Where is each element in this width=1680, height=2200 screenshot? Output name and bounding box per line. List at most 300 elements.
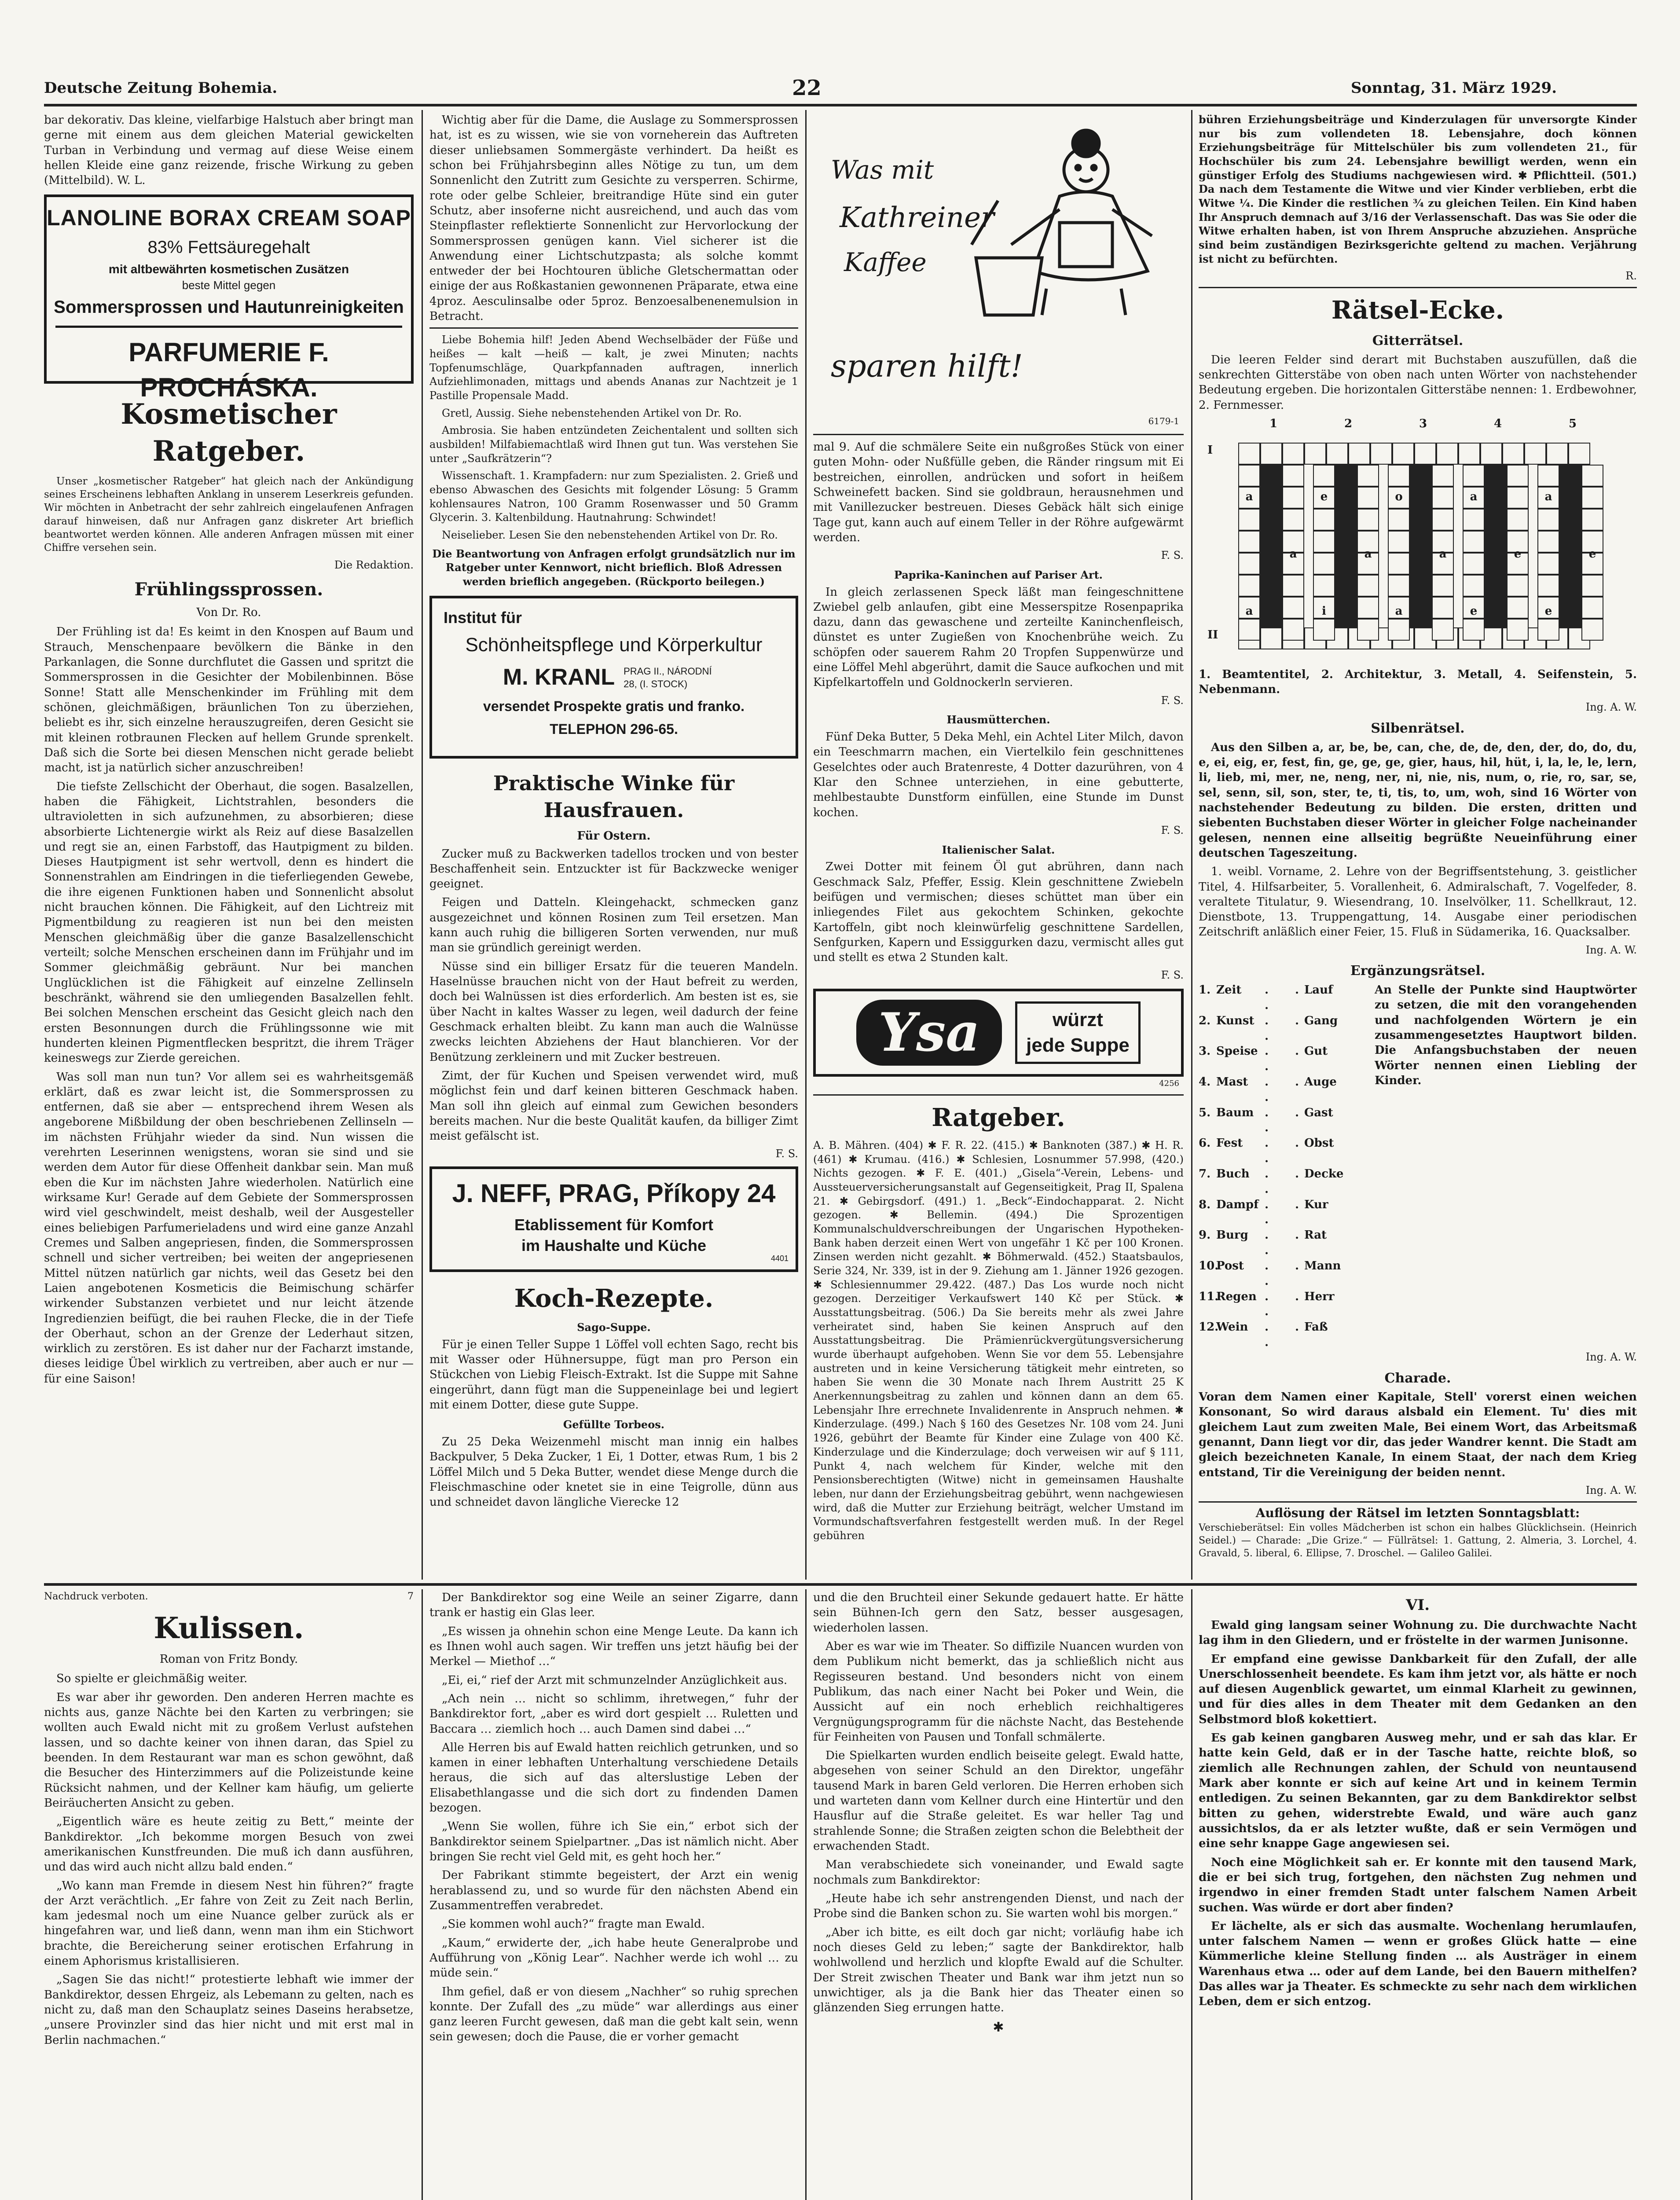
grid-cell	[1238, 509, 1260, 531]
fruehling-byline: Von Dr. Ro.	[196, 606, 261, 620]
fruehling-paragraph: Der Frühling ist da! Es keimt in den Knospen auf Baum und Strauch, Menschenpaare bevölkern die Bänke in den Parkanlagen, die Sonne durchflutet die Gassen und spritzt die Sommersprossen in die Gesichter der Mobilenbinnen. Böse Sonne! Statt alle Menschenkinder im Frühling mit dem schönen, gleichmäßigen, bräunlichen Ton zu überziehen, beliebt es ihr, sich einzelne herauszugreifen, deren Gesicht sie mit kleinen rotbraunen Flecken auf hellem Grunde sprenkelt. Daß sich die Sorte bei diesen Menschen nicht gerade beliebt macht, ist ja natürlich sicher anzuschreiben!	[44, 625, 414, 775]
erg-word: Mast	[1216, 1075, 1248, 1089]
koch-paragraph: Fünf Deka Butter, 5 Deka Mehl, ein Achtel Liter Milch, davon ein Teeschmarrn machen, ein Viertelkilo fein geschnittenes Geselchtes oder auch Bratenreste, 4 Dotter dazurühren, von 4 Klar den Schnee unterziehen, in eine gebutterte, mehlbestaubte Dunstform einfüllen, eine Stunde im Dunst kochen.	[813, 730, 1184, 819]
ratgeber-answers: A. B. Mähren. (404) ✱ F. R. 22. (415.) ✱ Banknoten (387.) ✱ H. R. (461) ✱ Krumau. (416.) ✱ Schlesien, Losnummer 57.998, (420.) Nichts gezogen. ✱ F. E. (401.) „Gisela“-Verein, Lebens- und Aussteuerversicherungsanstalt auf Gegenseitigkeit, Prag II, Spalena 21. ✱ Gebirgsdorf. (491.) 1. „Beck“-Eindochapparat. 2. Nicht gezogen. ✱ Bellemin. (494.) Die Sprozentigen Kommunalschuldverschreibungen der Ungarischen Hypotheken-Bank haben derzeit einen Wert von ungefähr 1 Kč per 100 Kronen. Zinsen werden nicht gezahlt. ✱ Böhmerwald. (452.) Staatsbaulos, Serie 324, Nr. 339, ist in der 9. Ziehung am 1. Jänner 1926 gezogen. ✱ Schlesiennummer 29.422. (487.) Das Los wurde noch nicht gezogen. Derzeitiger Verkaufswert 140 Kč per Stück. ✱ Ausstattungsbeitrag. (506.) Da Sie bereits mehr als zwei Jahre verheiratet sind, haben Sie keinen Anspruch auf den Ausstattungsbeitrag. Die Prämienrückvergütungsversicherung wurde überhaupt aufgehoben. Wenn Sie vor dem 55. Lebensjahre austreten und in keine Versicherung tätigkeit mehr eintreten, so haben Sie wenn die 30 Monate nach Ihrem Austritt 25 K Anerkennungsbeitrag zu zahlen und können dann an dem 65. Lebensjahr Ihre errechnete Invalidenrente in Anspruch nehmen. ✱ Kinderzulage. (499.) Nach § 160 des Gesetzes Nr. 108 vom 24. Juni 1926, gebührt der Beamte für Kinder eine Zulage von 400 Kč. Kinderzulage und die Kinderzulage; doch verweisen wir auf § 111, Punkt 4, nach welchem für Kinder, welche mit den Pensionsberechtigten (Witwe) nicht in gemeinsamen Haushalte leben, nur dann der Erziehungsbeitrag gebührt, wenn nachgewiesen wird, daß die Mutter zur Erziehung beiträgt, welcher Umstand im Vormundschaftsverfahren festgestellt werden muß. In der Regel gebühren	[813, 1139, 1184, 1542]
erg-word: Regen	[1216, 1290, 1257, 1303]
grid-cell	[1507, 619, 1529, 641]
erg-dots: . . .	[1265, 1259, 1304, 1288]
erg-word: Buch	[1216, 1167, 1250, 1181]
silben-title: Silbenrätsel.	[1371, 721, 1465, 737]
column-rule	[805, 110, 807, 1580]
serial-paragraph: „Kaum,“ erwiderte der, „ich habe heute Generalprobe und Aufführung von „König Lear“. Nachher werde ich wohl … zu müde sein.“	[429, 1936, 798, 1980]
grid-letter: i	[1322, 604, 1326, 618]
grid-cell	[1326, 443, 1348, 465]
grid-cell	[1313, 509, 1335, 531]
erg-word: Burg	[1216, 1228, 1248, 1242]
grid-cell	[1537, 553, 1559, 575]
gitter-intro: Die leeren Felder sind derart mit Buchstaben auszufüllen, daß die senkrechten Gitterstäbe von oben nach unten Wörter von nachstehender Bedeutung ergeben. Die horizontalen Gitterstäbe nennen: 1. Erdbewohner, 2. Fernmesser.	[1199, 353, 1637, 412]
erg-dots: . . .	[1265, 1198, 1304, 1227]
ad-lanoline-fat: 83% Fettsäuregehalt	[147, 237, 310, 257]
masthead-date: Sonntag, 31. März 1929.	[1351, 79, 1557, 97]
grid-bar	[1485, 465, 1507, 627]
column-rule	[805, 1589, 807, 2200]
kosmetik-title: Kosmetischer Ratgeber.	[121, 397, 337, 468]
grid-cell	[1507, 465, 1529, 487]
serial-column-1	[44, 1590, 414, 2200]
page-number: 22	[792, 76, 822, 100]
grid-cell	[1313, 553, 1335, 575]
grid-cell	[1463, 509, 1485, 531]
erg-number: 12.	[1199, 1320, 1219, 1334]
kosmetik-signature: Die Redaktion.	[334, 558, 414, 571]
grid-column-number: 2	[1344, 417, 1353, 430]
serial-paragraph: „Wenn Sie wollen, führe ich Sie ein,“ erbot sich der Bankdirektor seinem Spielpartner. „Das ist nämlich nicht. Aber bringen Sie recht viel Geld mit, es geht hoch her.“	[429, 1820, 798, 1863]
winke-signature: F. S.	[775, 1148, 798, 1160]
masthead-rule	[44, 104, 1637, 106]
winke-paragraph: Zucker muß zu Backwerken tadellos trocken und von bester Beschaffenheit sein. Entzuckter ist für Backzwecke weniger geeignet.	[429, 847, 798, 891]
grid-bar	[1335, 465, 1357, 627]
grid-cell	[1432, 509, 1454, 531]
koch-subtitle: Gefüllte Torbeos.	[563, 1418, 665, 1431]
grid-cell	[1370, 443, 1392, 465]
ergaenzung-row	[1199, 1105, 1361, 1136]
grid-cell	[1507, 597, 1529, 619]
kosmetik-continued: Wichtig aber für die Dame, die Auslage zu Sommersprossen hat, ist es zu wissen, wie sie von vorneherein das Auftreten dieser unliebsamen Sommergäste verhindert. Da heißt es schon bei Frühjahrsbeginn alles Nötige zu tun, um dem Sonnenlicht den Zutritt zum Gesichte zu versperren. Schirme, rote oder gelbe Schleier, breitrandige Hüte sind ein guter Schutz, aber insoferne nicht ausreichend, und auch das vom Steinpflaster reflektierte Sonnenlicht zur Hervorlockung der Sommersprossen genügen kann. Viel sicherer ist die Anwendung einer Lichtschutzpasta; als solche kommt entweder der bei Hochtouren übliche Gletschermattan oder einige der aus Roßkastanien gewonnenen Präparate, etwa eine 4proz. Aesculinsalbe oder 5proz. Benzoesalbenenemulsion in Betracht.	[429, 114, 798, 323]
fashion-text-end: bar dekorativ. Das kleine, vielfarbige Halstuch aber bringt man gerne mit einem aus dem gleichen Material gewickelten Turban in Verbindung und vermag auf diese Weise einem hellen Kleide eine ganz reizende, frische Wirkung zu geben (Mittelbild). W. L.	[44, 114, 414, 187]
serial-column-2	[429, 1590, 798, 2200]
grid-cell	[1313, 465, 1335, 487]
erg-word: Post	[1216, 1259, 1244, 1272]
winke-title: Praktische Winke für Hausfrauen.	[493, 771, 735, 822]
ergaenzung-row	[1199, 1166, 1361, 1197]
grid-cell	[1304, 443, 1326, 465]
ad-kranl-institute	[429, 596, 798, 759]
grid-cell	[1436, 443, 1458, 465]
column-3	[813, 113, 1184, 1578]
cartoon-code: 6179-1	[1148, 415, 1179, 426]
cartoon-script: Kathreiner	[840, 202, 994, 234]
winke-paragraph: Feigen und Datteln. Kleingehackt, schmecken ganz ausgezeichnet und können Rosinen zum Teil ersetzen. Man kann auch ruhig die billigeren Sorten verwenden, nur muß man sie gründlich gereinigt werden.	[429, 896, 798, 955]
erg-ending: Decke	[1304, 1167, 1344, 1181]
grid-cell	[1502, 443, 1524, 465]
grid-cell	[1432, 465, 1454, 487]
grid-cell	[1463, 531, 1485, 553]
ad-kranl-prospekte: versendet Prospekte gratis und franko.	[483, 698, 745, 715]
grid-letter: a	[1544, 490, 1552, 503]
grid-cell	[1537, 575, 1559, 597]
ergaenzung-row	[1199, 983, 1361, 1013]
grid-cell	[1238, 443, 1260, 465]
erg-ending: Obst	[1304, 1137, 1334, 1150]
grid-cell	[1463, 619, 1485, 641]
grid-cell	[1388, 531, 1410, 553]
serial-paragraph: Alle Herren bis auf Ewald hatten reichlich getrunken, und so kamen in einer lebhaften Unterhaltung verschiedene Details heraus, die sich auf das alterslustige Leben der Elisabethlangasse und die sich dort zu findenden Damen bezogen.	[429, 1741, 798, 1815]
serial-title: Kulissen.	[154, 1611, 304, 1646]
grid-cell	[1238, 619, 1260, 641]
ad-ysa-brand: Ysa	[856, 1000, 1002, 1066]
grid-letter: e	[1514, 547, 1522, 561]
koch-subtitle: Hausmütterchen.	[946, 713, 1050, 726]
answer-entry: Ambrosia. Sie haben entzündeten Zeichentalent und sollten sich ausbilden! Milfabiemachtlaß wird Ihnen gut tun. Was verstehen Sie unter „Saufkrätzerin“?	[429, 424, 798, 465]
erg-dots: . . .	[1265, 1106, 1304, 1135]
cartoon-script: Was mit	[831, 155, 934, 185]
ergaenzung-row	[1199, 1320, 1361, 1350]
grid-letter: a	[1245, 604, 1253, 618]
serial-paragraph: Ewald ging langsam seiner Wohnung zu. Die durchwachte Nacht lag ihm in den Gliedern, und er fröstelte in der warmen Junisonne.	[1199, 1618, 1637, 1647]
erg-number: 11.	[1199, 1290, 1219, 1303]
reprint-notice: Nachdruck verboten.	[44, 1591, 148, 1602]
grid-cell	[1357, 619, 1379, 641]
koch-title: Koch-Rezepte.	[514, 1284, 714, 1313]
grid-cell	[1463, 553, 1485, 575]
grid-letter: a	[1364, 547, 1372, 561]
grid-letter: a	[1289, 547, 1297, 561]
erg-dots: . . .	[1265, 983, 1304, 1012]
grid-bar	[1260, 465, 1282, 627]
masthead-paper: Deutsche Zeitung Bohemia.	[44, 79, 278, 97]
koch-paragraph: Für je einen Teller Suppe 1 Löffel voll echten Sago, recht bis mit Wasser oder Hühnersuppe, fügt man pro Person ein Stückchen von Liebig Fleisch-Extrakt. Ist die Suppe mit Sahne eingerührt, dann fügt man die Suppeneinlage bei und legiert mit einem Dotter, diese gute Suppe.	[429, 1338, 798, 1412]
erg-dots: . . .	[1265, 1075, 1304, 1104]
grid-cell	[1432, 597, 1454, 619]
gitter-solution: 1. Beamtentitel, 2. Architektur, 3. Metall, 4. Seifenstein, 5. Nebenmann.	[1199, 667, 1637, 697]
grid-cell	[1432, 619, 1454, 641]
serial-paragraph: „Eigentlich wäre es heute zeitig zu Bett,“ meinte der Bankdirektor. „Ich bekomme morgen Besuch von zwei amerikanischen Kunstfreunden. Die muß ich dann ausführen, und das wird auch nicht allzu bald enden.“	[44, 1815, 414, 1874]
grid-cell	[1388, 575, 1410, 597]
answer-entry: Gretl, Aussig. Siehe nebenstehenden Artikel von Dr. Ro.	[442, 407, 742, 419]
charade-title: Charade.	[1384, 1370, 1451, 1386]
ad-ysa	[813, 989, 1184, 1077]
serial-paragraph: Es war aber ihr geworden. Den anderen Herren machte es nichts aus, ganze Nächte bei den Karten zu verbringen; sie wollten auch Ewald nicht mit zu großem Verlust aufstehen lassen, und so dachte keiner von ihnen daran, das Spiel zu beenden. In dem Restaurant war man es schon gewöhnt, daß die Besucher des Hinterzimmers auf die Polizeistunde keine Rücksicht nahmen, und der Kellner kam häufig, um gelierte Beiräucherten Ansicht zu geben.	[44, 1690, 414, 1810]
serial-column-4	[1199, 1590, 1637, 2200]
erg-word: Dampf	[1216, 1198, 1259, 1211]
aufloesung-text: Verschieberätsel: Ein volles Mädcherben ist schon ein halbes Glücklichsein. (Heinrich Seidel.) — Charade: „Die Grize.“ — Füllrätsel: 1. Gattung, 2. Almeria, 3. Lorchel, 4. Gravald, 5. liberal, 6. Ellipse, 7. Droschel. — Galileo Galilei.	[1199, 1522, 1637, 1559]
column-rule	[1191, 110, 1192, 1580]
ad-neff	[429, 1166, 798, 1272]
column-2	[429, 113, 798, 1578]
koch-signature: F. S.	[1161, 549, 1184, 562]
koch-paragraph: In gleich zerlassenen Speck läßt man feingeschnittene Zwiebel gelb anlaufen, gibt eine Messerspitze Rosenpaprika dazu, dann das gewaschene und zerteilte Kaninchenfleisch, dünstet es unter Zugießen von Knochenbrühe weich. Zu schöpfen oder sauerem Rahm 20 Tropfen Suppenwürze und eine Löffel Mehl abgerührt, damit die Sauce aufkochen und mit Kipfelkartoffeln und Goldnockerln servieren.	[813, 585, 1184, 689]
ornament-divider: ✱	[993, 2020, 1004, 2035]
serial-paragraph: Die Spielkarten wurden endlich beiseite gelegt. Ewald hatte, abgesehen von seiner Schuld an den Direktor, ungefähr tausend Mark in baren Geld verloren. Die Herren erhoben sich und warteten dann vom Kellner durch eine Hintertür und den Hausflur auf die Straße geleitet. Es war heller Tag und strahlende Sonne; die Straßen zeigten schon die Belebtheit der erwachenden Stadt.	[813, 1749, 1184, 1853]
grid-cell	[1537, 465, 1559, 487]
erg-word: Baum	[1216, 1106, 1254, 1119]
grid-cell	[1432, 487, 1454, 509]
koch-subtitle: Sago-Suppe.	[577, 1321, 651, 1334]
erg-word: Zeit	[1216, 983, 1242, 997]
erg-word: Speise	[1216, 1045, 1258, 1058]
koch-continued: mal 9. Auf die schmälere Seite ein nußgroßes Stück von einer guten Mohn- oder Nußfülle geben, die Ränder ringsum mit Ei bestreichen, einrollen, andrücken und sofort in heißem Schweinefett backen. Sind sie goldbraun, herausnehmen und mit Vanillezucker bestreuen. Dieses Gebäck hält sich einige Tage gut, kann auch auf einem Teller in der Röhre aufgewärmt werden.	[813, 440, 1184, 544]
ad-neff-line2: Etablissement für Komfort	[514, 1215, 714, 1234]
serial-paragraph: Er lächelte, als er sich das ausmalte. Wochenlang herumlaufen, unter falschem Namen — wenn er großes Glück hatte — eine Kümmerliche kleine Stellung finden … als Austräger in einem Warenhaus etwa … oder auf dem Lande, bei den Bauern mithelfen? Das alles war ja Theater. Es schmeckte zu sehr nach dem wirklichen Leben, dem er sich entzog.	[1199, 1919, 1637, 2009]
serial-paragraph: Ihm gefiel, daß er von diesem „Nachher“ so ruhig sprechen konnte. Der Zufall des „zu müde“ war allerdings aus einer ganz leeren Furcht gewesen, daß man die gebt kalt sein, wenn sein gewesen; doch die Pause, die er vorher gemacht	[429, 1985, 798, 2044]
serial-paragraph: „Sie kommen wohl auch?“ fragte man Ewald.	[442, 1918, 705, 1931]
serial-paragraph: „Wo kann man Fremde in diesem Nest hin führen?“ fragte der Arzt verächtlich. „Er fahre von Zeit zu Zeit nach Berlin, kam jedesmal noch um eine Nuance gelber zurück als er hingefahren war, und ließ dann, wenn man ihm ein Stichwort brachte, die Bereicherung seiner erotischen Erfahrung in einem Aphorismus kristallisieren.	[44, 1879, 414, 1968]
grid-cell	[1537, 619, 1559, 641]
grid-cell	[1260, 627, 1282, 649]
column-4	[1199, 113, 1637, 1578]
ad-kranl-name: M. KRANL	[503, 664, 615, 690]
grid-cell	[1507, 575, 1529, 597]
grid-cell	[1388, 509, 1410, 531]
serial-number: 7	[407, 1591, 414, 1602]
section-rule	[44, 1583, 1637, 1586]
grid-cell	[1581, 465, 1603, 487]
ergaenzung-row	[1199, 1013, 1361, 1044]
koch-paragraph: Zwei Dotter mit feinem Öl gut abrühren, dann nach Geschmack Salz, Pfeffer, Essig. Klein geschnittene Zwiebeln beifügen und vermischen; dieses schüttet man über ein inliegendes Filet aus gekochtem Schinken, gekochte Kartoffeln, gibt noch kleinwürfelig geschnittene Sardellen, Senfgurken, Kapern und Essiggurken dazu, vermischt alles gut und stellt es etwa 2 Stunden kalt.	[813, 860, 1184, 964]
erg-number: 9.	[1199, 1228, 1211, 1242]
winke-subtitle: Für Ostern.	[577, 829, 651, 843]
ad-kranl-phone: TELEPHON 296-65.	[550, 721, 678, 737]
grid-column-number: 4	[1493, 417, 1502, 430]
erg-ending: Herr	[1304, 1290, 1335, 1303]
grid-cell	[1458, 443, 1480, 465]
ergaenzung-title: Ergänzungsrätsel.	[1350, 963, 1486, 979]
grid-letter: a	[1245, 490, 1253, 503]
erg-ending: Gast	[1304, 1106, 1333, 1119]
grid-cell	[1463, 575, 1485, 597]
ergaenzung-row	[1199, 1197, 1361, 1228]
grid-cell	[1313, 531, 1335, 553]
ad-kranl-line2: Schönheitspflege und Körperkultur	[465, 634, 763, 656]
serial-paragraph: „Ach nein … nicht so schlimm, ihretwegen,“ fuhr der Bankdirektor fort, „aber es wird dort gespielt … Ruletten und Baccara … ziemlich hoch … auch Damen sind dabei …“	[429, 1692, 798, 1736]
erg-dots: . . .	[1265, 1290, 1304, 1319]
ergaenzung-row	[1199, 1074, 1361, 1105]
serial-paragraph: „Heute habe ich sehr anstrengenden Dienst, und nach der Probe sind die Banken schon zu. Sie warten wohl bis morgen.“	[813, 1892, 1184, 1921]
grid-row-label: II	[1207, 628, 1218, 642]
ergaenzung-row	[1199, 1289, 1361, 1320]
erg-number: 4.	[1199, 1075, 1211, 1089]
grid-cell	[1357, 465, 1379, 487]
aufloesung-title: Auflösung der Rätsel im letzten Sonntagsblatt:	[1255, 1505, 1580, 1520]
grid-cell	[1238, 575, 1260, 597]
erg-number: 1.	[1199, 983, 1211, 997]
kosmetik-intro: Unser „kosmetischer Ratgeber“ hat gleich nach der Ankündigung seines Erscheinens lebhaften Anklang in unserem Leserkreis gefunden. Wir möchten in Anbetracht der sehr zahlreich eingelaufenen Anfragen darauf hinweisen, daß nur Anfragen ganz diskreter Art brieflich beantwortet werden können. Alle anderen Anfragen müssen mit einer Chiffre versehen sein.	[44, 475, 414, 554]
ad-lanoline-shop: PARFUMERIE F. PROCHÁSKA.	[128, 337, 329, 402]
serial-paragraph: Er empfand eine gewisse Dankbarkeit für den Zufall, der alle Unerschlossenheit beendete. Es kam ihm jetzt vor, als hätte er noch auf diesen Augenblick gewartet, um einmal Klarheit zu gewinnen, und für dies alles in dem Theater mit dem Gedanken an den Selbstmord bloß kokettiert.	[1199, 1652, 1637, 1726]
fruehling-paragraph: Was soll man nun tun? Vor allem sei es wahrheitsgemäß erklärt, daß es zwar leicht ist, die Sommersprossen zu entfernen, daß sie aber — entsprechend ihrem Wesen als angeborene Mißbildung der oben beschriebenen Zellinseln — im nächsten Frühjahr wieder da sind. Nun wissen die verehrten Leserinnen wenigstens, woran sie sind und sie werden dem Autor für diese Offenheit dankbar sein. Man muß eben die Kur im nächsten Jahre wiederholen. Natürlich eine wirksame Kur! Gerade auf dem Gebiete der Sommersprossen wird viel geschwindelt, meist deshalb, weil der Ausgesteller eines beliebigen Parfumerieladens und wird eine ganze Anzahl Cremes und Salben angepriesen, finden, die Sommersprossen schnell und sicher vertreiben; bei weiten der angepriesenen Mittel nützen natürlich gar nichts, weil das Gesetz bei den Laien angebotenen Kosmeticis die Beimischung schärfer wirkender Substanzen verbietet und nur leicht ätzende Ingredienzien beifügt, die bei rauhen Flecke, die in der Tiefe der Oberhaut, schon an der Grenze der Lederhaut sitzen, wirklich zu zerstören. Es ist daher nur der Facharzt imstande, dieses leidige Übel wirklich zu vertreiben, aber auch er nur — für eine Saison!	[44, 1070, 414, 1386]
gitter-title: Gitterrätsel.	[1372, 333, 1464, 348]
erg-ending: Lauf	[1304, 983, 1333, 997]
erg-word: Wein	[1216, 1320, 1248, 1334]
erg-number: 10.	[1199, 1259, 1219, 1272]
grid-cell	[1282, 465, 1304, 487]
grid-cell	[1432, 575, 1454, 597]
ad-ysa-slogan: jede Suppe	[1026, 1034, 1130, 1056]
koch-signature: F. S.	[1161, 969, 1184, 982]
serial-paragraph: „Es wissen ja ohnehin schon eine Menge Leute. Da kann ich es Ihnen wohl auch sagen. Wir treffen uns jetzt häufig bei der Merkel — Miethof …“	[429, 1624, 798, 1668]
ratgeber-title: Ratgeber.	[932, 1103, 1065, 1133]
ad-ysa-code: 4256	[1159, 1079, 1179, 1089]
grid-letter: e	[1544, 604, 1552, 618]
grid-cell	[1313, 619, 1335, 641]
answer-entry: Neiselieber. Lesen Sie den nebenstehenden Artikel von Dr. Ro.	[442, 529, 778, 542]
grid-row-label: I	[1207, 443, 1213, 457]
serial-paragraph: Aber es war wie im Theater. So diffizile Nuancen wurden von dem Publikum nicht bemerkt, das ja schließlich nicht aus Regisseuren bestand. Und besonders nicht von einem Publikum, das nach einer Nacht bei Poker und Wein, die Aussicht auf ein noch erheblich reichhaltigeres Vergnügungsprogramm für die nächste Nacht, das Bestehende für Feinheiten von Pausen und Tonfall schmälerte.	[813, 1639, 1184, 1744]
erg-dots: . . .	[1265, 1137, 1304, 1166]
ad-lanoline-claim: Sommersprossen und Hautunreinigkeiten	[54, 297, 404, 317]
erg-dots: . . .	[1265, 1167, 1304, 1196]
answer-entry: Liebe Bohemia hilf! Jeden Abend Wechselbäder der Füße und heißes — kalt —heiß — kalt, je zwei Minuten; nachts Topfenumschläge, Quarkpfannaden auftragen, innerlich Aufziehlimonaden, mittags und abends Ananas zur Nachtzeit je 1 Pastille Propensale Madd.	[429, 334, 798, 402]
erg-number: 3.	[1199, 1045, 1211, 1058]
silben-list: 1. weibl. Vorname, 2. Lehre von der Begriffsentstehung, 3. geistlicher Titel, 4. Hilfsarbeiter, 5. Vorallenheit, 6. Admiralschaft, 7. Vogelfeder, 8. veraltete Titulatur, 9. Wiesendrang, 10. Inselvölker, 11. Schellkraut, 12. Dienstbote, 13. Truppengattung, 14. Ausgabe einer periodischen Zeitschrift anläßlich einer Feier, 15. Fluß in Südamerika, 16. Quacksalber.	[1199, 865, 1637, 939]
grid-cell	[1357, 597, 1379, 619]
column-rule	[422, 110, 423, 1580]
ad-ysa-slogan: würzt	[1053, 1009, 1103, 1031]
grid-letter: a	[1470, 490, 1478, 503]
charade-text: Voran dem Namen einer Kapitale, Stell' vorerst einen weichen Konsonant, So wird daraus alsbald ein Element. Tu' dies mit gleichem Laut zum zweiten Male, Bei einem Wort, das Arbeitsmaß genannt, Dann liegt vor dir, das jeder Wandrer kennt. Die Stadt am gleich bezeichneten Kanale, In einem Staat, der nach dem Krieg entstand, Tir die Vereinigung der beiden nennt.	[1199, 1390, 1637, 1479]
grid-cell	[1357, 575, 1379, 597]
koch-signature: F. S.	[1161, 694, 1184, 707]
ad-lanoline-sub: mit altbewährten kosmetischen Zusätzen	[108, 262, 349, 276]
ergaenzung-row	[1199, 1136, 1361, 1166]
serial-paragraph: Der Fabrikant stimmte begeistert, der Arzt ein wenig herablassend zu, und so wurde für den nächsten Abend ein Zusammentreffen verabredet.	[429, 1869, 798, 1912]
grid-cell	[1282, 575, 1304, 597]
serial-paragraph: Noch eine Möglichkeit sah er. Er konnte mit den tausend Mark, die er bei sich trug, fortgehen, den nächsten Zug nehmen und irgendwo in einer fremden Stadt unter falschem Namen Arbeit suchen. Was würde er dort aber finden?	[1199, 1855, 1637, 1914]
grid-cell	[1313, 575, 1335, 597]
erg-number: 6.	[1199, 1137, 1211, 1150]
column-rule	[1191, 1589, 1192, 2200]
erg-word: Kunst	[1216, 1014, 1254, 1027]
ad-lanoline-soap	[44, 194, 414, 402]
serial-paragraph: Der Bankdirektor sog eine Weile an seiner Zigarre, dann trank er hastig ein Glas leer.	[429, 1591, 798, 1620]
erg-number: 2.	[1199, 1014, 1211, 1027]
ergaenzung-signature: Ing. A. W.	[1585, 1350, 1637, 1363]
grid-cell	[1568, 443, 1590, 465]
grid-cell	[1388, 553, 1410, 575]
grid-cell	[1581, 509, 1603, 531]
grid-cell	[1463, 465, 1485, 487]
grid-cell	[1581, 619, 1603, 641]
erg-number: 5.	[1199, 1106, 1211, 1119]
grid-cell	[1414, 443, 1436, 465]
serial-paragraph: So spielte er gleichmäßig weiter.	[56, 1672, 248, 1686]
grid-bar	[1559, 465, 1581, 627]
grid-cell	[1348, 443, 1370, 465]
serial-paragraph: Man verabschiedete sich voneinander, und Ewald sagte nochmals zum Bankdirektor:	[813, 1858, 1184, 1887]
grid-cell	[1507, 509, 1529, 531]
grid-cell	[1392, 443, 1414, 465]
erg-dots: . . .	[1265, 1045, 1304, 1074]
grid-letter: e	[1320, 490, 1328, 503]
fruehling-title: Frühlingssprossen.	[134, 579, 323, 600]
fruehling-paragraph: Die tiefste Zellschicht der Oberhaut, die sogen. Basalzellen, haben die Fähigkeit, Lichtstrahlen, besonders die ultravioletten in sich aufzunehmen, zu absorbieren; diese absorbierte Lichtenergie wirkt als Reiz auf diese Basalzellen und regt sie an, einen Farbstoff, das Hautpigment zu bilden. Dieses Hautpigment ist sehr wertvoll, denn es hindert die Sonnenstrahlen am Eindringen in die tieferliegenden Gewebe, die ihre eigenen Funktionen haben und Sonnenlicht absolut nicht brauchen können. Die Fähigkeit, auf den Lichtreiz mit Pigmentbildung zu reagieren ist nun bei den meisten Menschen gleichmäßig über die ganze Basalzellenschicht verteilt; solche Menschen erscheinen dann im Frühjahr und im Sommer gleichmäßig gebräunt. Nur bei manchen Unglücklichen ist die Fähigkeit auf einzelne Zellinseln beschränkt, während sie den umliegenden Basalzellen fehlt. Bei solchen Menschen erscheint das Gesicht gleich nach den ersten Besonnungen durch die Frühlingssonne wie mit hunderten kleinen Pigmentflecken bespritzt, die ihrem Träger keineswegs zur Zierde gereichen.	[44, 780, 414, 1065]
grid-cell	[1282, 619, 1304, 641]
ad-lanoline-sub2: beste Mittel gegen	[182, 279, 276, 292]
koch-subtitle: Paprika-Kaninchen auf Pariser Art.	[894, 568, 1103, 581]
chapter-number: VI.	[1405, 1596, 1430, 1614]
notice-text: Die Beantwortung von Anfragen erfolgt grundsätzlich nur im Ratgeber unter Kennwort, nicht brieflich. Bloß Adressen werden brieflich angegeben. (Rückporto beilegen.)	[432, 547, 796, 588]
grid-column-number: 5	[1568, 417, 1577, 430]
grid-cell	[1357, 509, 1379, 531]
grid-cell	[1537, 531, 1559, 553]
erg-dots: . . .	[1265, 1320, 1304, 1349]
gitter-signature: Ing. A. W.	[1585, 701, 1637, 714]
erg-ending: Kur	[1304, 1198, 1328, 1211]
erg-ending: Gang	[1304, 1014, 1338, 1027]
grid-cell	[1388, 465, 1410, 487]
ratgeber-signature: R.	[1625, 270, 1637, 282]
cartoon-script: Kaffee	[844, 247, 927, 277]
erg-ending: Faß	[1304, 1320, 1328, 1334]
erg-word: Fest	[1216, 1137, 1243, 1150]
serial-byline: Roman von Fritz Bondy.	[159, 1653, 298, 1666]
grid-cell	[1546, 443, 1568, 465]
winke-paragraph: Zimt, der für Kuchen und Speisen verwendet wird, muß möglichst fein und darf keinen bitteren Geschmack haben. Man soll ihn gleich auf einmal zum Gewichen besonders bereits machen. Nur die beste Qualität kaufen, da billiger Zimt meist gefälscht ist.	[429, 1069, 798, 1143]
grid-cell	[1507, 487, 1529, 509]
gitter-grid	[1199, 416, 1637, 663]
serial-paragraph: Es gab keinen gangbaren Ausweg mehr, und er sah das klar. Er hatte kein Geld, daß er in der Tasche hatte, reichte bloß, so ziemlich alle Rechnungen zahlen, der Schuld von neuntausend Mark aber konnte er sich auf keine Art und in keinem Termin entledigen. Zu seinen Bekannten, gar zu dem Bankdirektor selbst bitten zu gehen, widerstrebte Ewald, und wäre auch ganz aussichtslos, da er als letzter wußte, daß er sein Vermögen und eine sehr knappe Gage angewiesen sei.	[1199, 1731, 1637, 1851]
koch-signature: F. S.	[1161, 824, 1184, 836]
grid-cell	[1282, 509, 1304, 531]
ratgeber-continued: bühren Erziehungsbeiträge und Kinderzulagen für unversorgte Kinder nur bis zum vollendeten 18. Lebensjahre, doch können Erziehungsbeiträge für Mittelschüler bis zum vollendeten 21., für Hochschüler bis zum 24. Lebensjahre bewilligt werden, wenn ein günstiger Erfolg des Studiums nachgewiesen wird. ✱ Pflichtteil. (501.) Da nach dem Testamente die Witwe und vier Kinder verblieben, erbt die Witwe ¼. Die Kinder die restlichen ¾ zu gleichen Teilen. Ein Kind haben Ihr Anspruch demnach auf 3/16 der Verlassenschaft. Das was Sie oder die Witwe erhalten haben, ist von Ihrem Anspruche abzuziehen. Ansprüche sind beim zuständigen Bezirksgerichte geltend zu machen. Verjährung ist nicht zu befürchten.	[1199, 113, 1637, 265]
grid-cell	[1581, 487, 1603, 509]
raetsel-title: Rätsel-Ecke.	[1331, 296, 1504, 325]
grid-cell	[1524, 443, 1546, 465]
ergaenzung-row	[1199, 1258, 1361, 1289]
ad-neff-title: J. NEFF, PRAG, Příkopy 24	[452, 1179, 776, 1208]
serial-paragraph: „Aber ich bitte, es eilt doch gar nicht; vorläufig habe ich noch dieses Geld zu leben;“ sagte der Bankdirektor, halb wohlwollend und herzlich und klopfte Ewald auf die Schulter. Der Streit zwischen Theater und Bank war ihm jetzt nun so unwichtiger, als ja die Bank hier das Theater einen so glänzenden Sieg errungen hatte.	[813, 1925, 1184, 2015]
grid-column-number: 3	[1419, 417, 1427, 430]
ad-lanoline-title: LANOLINE BORAX CREAM SOAP	[47, 205, 411, 230]
erg-number: 7.	[1199, 1167, 1211, 1181]
ad-neff-line3: im Haushalte und Küche	[521, 1236, 707, 1255]
grid-cell	[1388, 619, 1410, 641]
grid-cell	[1238, 553, 1260, 575]
ergaenzung-row	[1199, 1044, 1361, 1074]
grid-cell	[1282, 487, 1304, 509]
erg-ending: Mann	[1304, 1259, 1341, 1272]
grid-letter: o	[1395, 490, 1403, 503]
ergaenzung-row	[1199, 1228, 1361, 1258]
winke-paragraph: Nüsse sind ein billiger Ersatz für die teueren Mandeln. Haselnüsse brauchen nicht von der Haut befreit zu werden, doch bei Walnüssen ist dies erforderlich. Am besten ist es, sie über Nacht in kaltes Wasser zu legen, weil dadurch der feine Geschmack erhalten bleibt. Zu kann man auch die Walnüsse zwecks leichten Abziehens der Haut blanchieren. Vor der Benützung zerkleinern und mit Zucker bestreuen.	[429, 960, 798, 1064]
grid-letter: e	[1588, 547, 1596, 561]
grid-cell	[1282, 443, 1304, 465]
erg-ending: Gut	[1304, 1045, 1328, 1058]
silben-signature: Ing. A. W.	[1585, 943, 1637, 956]
grid-bar	[1410, 465, 1432, 627]
grid-cell	[1581, 575, 1603, 597]
serial-paragraph: „Sagen Sie das nicht!“ protestierte lebhaft wie immer der Bankdirektor, dessen Ehrgeiz, als Lebemann zu gelten, nach es nicht zu, daß man den Schauplatz seines Daseins herabsetze, „unsere Provinzler sind das hier nicht und mit erst mal in Berlin nachmachen.“	[44, 1973, 414, 2047]
erg-number: 8.	[1199, 1198, 1211, 1211]
grid-cell	[1260, 443, 1282, 465]
grid-cell	[1238, 465, 1260, 487]
cartoon-script: sparen hilft!	[831, 348, 1023, 384]
grid-cell	[1537, 509, 1559, 531]
ad-kranl-line1: Institut für	[444, 608, 522, 627]
grid-cell	[1480, 443, 1502, 465]
erg-dots: . . .	[1265, 1014, 1304, 1043]
grid-letter: a	[1395, 604, 1403, 618]
erg-dots: . . .	[1265, 1228, 1304, 1258]
silben-text: Aus den Silben a, ar, be, be, can, che, de, de, den, der, do, do, du, e, ei, eig, er, fest, fin, ge, ge, ge, gier, haus, hil, hüt, i, la, le, le, lern, li, lieb, mi, mer, ne, neng, ner, ni, nie, nis, num, o, rie, ro, sar, se, sel, senn, sil, son, ster, te, ti, tis, to, um, woh, sind 16 Wörter von nachstehender Bedeutung zu bilden. Die ersten, dritten und siebenten Buchstaben dieser Wörter in gleicher Folge nacheinander gelesen, nennen eine allseitig begrüßte Neueinführung einer deutschen Tageszeitung.	[1199, 741, 1637, 860]
erg-ending: Auge	[1304, 1075, 1337, 1089]
serial-paragraph: „Ei, ei,“ rief der Arzt mit schmunzelnder Anzüglichkeit aus.	[442, 1673, 788, 1687]
grid-cell	[1238, 531, 1260, 553]
serial-column-3	[813, 1590, 1184, 2200]
serial-paragraph: und die den Bruchteil einer Sekunde gedauert hatte. Er hätte sein Bühnen-Ich gern den Satz, besser ausgesagen, wiederholen lassen.	[813, 1591, 1184, 1635]
column-rule	[422, 1589, 423, 2200]
grid-letter: e	[1470, 604, 1478, 618]
grid-letter: a	[1439, 547, 1447, 561]
koch-subtitle: Italienischer Salat.	[942, 843, 1055, 856]
grid-cell	[1581, 597, 1603, 619]
column-1	[44, 113, 414, 1578]
ad-kranl-address: PRAG II., NÁRODNÍ 28, (I. STOCK)	[624, 665, 712, 689]
erg-ending: Rat	[1304, 1228, 1327, 1242]
grid-column-number: 1	[1269, 417, 1278, 430]
grid-cell	[1357, 487, 1379, 509]
ergaenzung-list	[1199, 983, 1361, 1350]
